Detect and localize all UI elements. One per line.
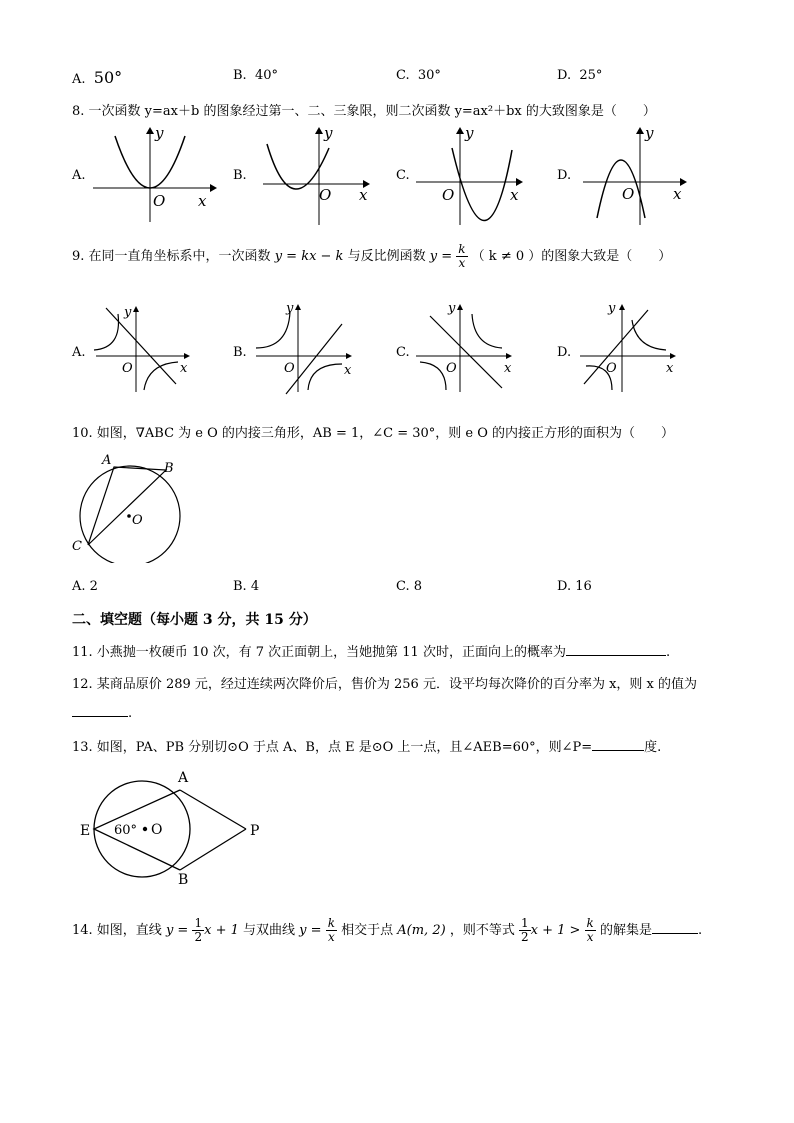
svg-text:O: O (151, 822, 163, 838)
svg-text:O: O (622, 185, 635, 203)
q12-answer-blank[interactable] (72, 704, 128, 717)
q10-circle-figure (68, 448, 193, 563)
svg-text:y: y (324, 124, 333, 142)
q7-option-b: B. 40° (233, 68, 278, 83)
svg-text:E: E (80, 823, 91, 839)
svg-text:O: O (122, 361, 133, 376)
svg-text:x: x (180, 361, 188, 376)
q11-text: 11. 小燕抛一枚硬币 10 次，有 7 次正面朝上，当她抛第 11 次时，正面向上的概率为 . (72, 645, 671, 660)
q8-label-c: C. (396, 168, 410, 183)
q13-answer-blank[interactable] (592, 738, 644, 751)
q7-option-c: C. 30° (396, 68, 441, 83)
q8-text: 8. 一次函数 y=ax＋b 的图象经过第一、二、三象限，则二次函数 y=ax²＋bx 的大致图象是（ ） (72, 104, 656, 119)
svg-text:y: y (286, 301, 294, 316)
q9-graph-a (88, 300, 198, 395)
svg-text:y: y (465, 124, 474, 142)
q13-tangent-figure (74, 766, 274, 888)
svg-text:A: A (102, 453, 112, 468)
q8-graph-c (412, 122, 547, 227)
q9-label-c: C. (396, 345, 410, 360)
q9-text: 9. 在同一直角坐标系中，一次函数 y = kx − k 与反比例函数 y = $\frac{k}{x}$ （ k ≠ 0 ）的图象大致是（ ） (72, 242, 672, 270)
q9-graph-b (250, 300, 360, 395)
svg-text:O: O (284, 361, 295, 376)
svg-text:y: y (448, 301, 456, 316)
q8-graph-a (85, 122, 220, 227)
q8-graph-d (575, 122, 710, 227)
q10-text: 10. 如图，∇ABC 为 e O 的内接三角形，AB = 1，∠C = 30°，则 e O 的内接正方形的面积为（ ） (72, 426, 675, 441)
q10-option-a: A. 2 (72, 579, 98, 594)
svg-text:60°: 60° (114, 823, 138, 838)
svg-text:x: x (504, 361, 512, 376)
svg-text:B: B (164, 461, 174, 476)
q11-answer-blank[interactable] (566, 643, 666, 656)
svg-text:x: x (359, 186, 368, 204)
q9-graph-c (410, 300, 520, 395)
q12-blank-line: . (72, 704, 132, 721)
q10-option-b: B. 4 (233, 579, 260, 594)
q7-option-a: A. 50° (72, 68, 123, 87)
svg-text:A: A (178, 770, 189, 786)
svg-text:O: O (446, 361, 457, 376)
svg-text:O: O (153, 192, 166, 210)
q9-label-b: B. (233, 345, 247, 360)
q10-option-c: C. 8 (396, 579, 423, 594)
svg-text:x: x (198, 192, 207, 210)
q9-graph-d (574, 300, 684, 395)
svg-text:x: x (344, 363, 352, 378)
q10-option-d: D. 16 (557, 579, 592, 594)
svg-text:y: y (155, 124, 164, 142)
svg-text:x: x (666, 361, 674, 376)
svg-text:O: O (132, 513, 143, 528)
svg-text:x: x (510, 186, 519, 204)
q8-label-d: D. (557, 168, 572, 183)
q14-text: 14. 如图，直线 y = $\frac{1}{2}$ x + 1 与双曲线 y = $\frac{k}{x}$ 相交于点 A(m, 2) ，则不等式 $\frac{1}{2}$ x + 1 > $\frac{k}{x}$ 的解集是 . (72, 916, 703, 944)
svg-text:B: B (178, 872, 189, 888)
svg-text:C: C (72, 539, 82, 554)
q8-graph-b (255, 122, 390, 227)
svg-text:O: O (319, 186, 332, 204)
svg-text:y: y (608, 301, 616, 316)
svg-text:P: P (250, 823, 260, 839)
svg-text:O: O (442, 186, 455, 204)
q8-label-a: A. (72, 168, 86, 183)
q14-answer-blank[interactable] (652, 921, 698, 934)
section-heading: 二、填空题（每小题 3 分，共 15 分） (72, 612, 317, 628)
q12-text: 12. 某商品原价 289 元，经过连续两次降价后，售价为 256 元．设平均每次降价的百分率为 x，则 x 的值为 (72, 677, 698, 692)
q7-option-d: D. 25° (557, 68, 603, 83)
q8-label-b: B. (233, 168, 247, 183)
q9-label-d: D. (557, 345, 572, 360)
q9-label-a: A. (72, 345, 86, 360)
svg-text:y: y (124, 305, 132, 320)
svg-text:x: x (673, 185, 682, 203)
svg-text:y: y (645, 124, 654, 142)
q13-text: 13. 如图，PA、PB 分别切⊙O 于点 A、B，点 E 是⊙O 上一点，且∠AEB=60°，则∠P= 度. (72, 740, 662, 755)
svg-text:O: O (606, 361, 617, 376)
